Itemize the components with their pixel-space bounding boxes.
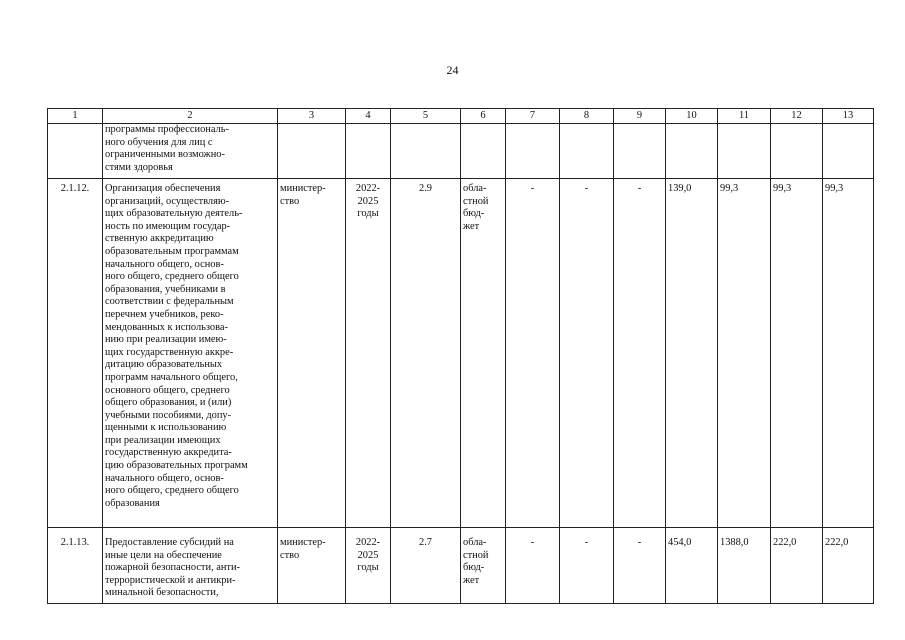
description-line: щенными к использованию xyxy=(105,422,227,434)
row-code: 2.1.12. xyxy=(48,179,103,528)
program-table xyxy=(47,108,874,604)
continuation-line: стями здоровья xyxy=(105,161,173,173)
description-line: основного общего, среднего xyxy=(105,384,230,396)
table-row xyxy=(48,179,874,528)
header-cell-2: 2 xyxy=(103,109,278,124)
row-description xyxy=(103,528,278,604)
description-line: начального общего, основ- xyxy=(105,258,224,270)
row-indicator: 2.9 xyxy=(391,179,461,528)
continuation-empty-cell xyxy=(391,124,461,179)
description-line: образования, учебниками в xyxy=(105,283,226,295)
description-line: щих государственную аккре- xyxy=(105,346,234,358)
description-line: образовательным программам xyxy=(105,245,239,257)
source-line: бюд- xyxy=(463,562,485,574)
header-cell-12: 12 xyxy=(771,109,823,124)
table-row xyxy=(48,528,874,604)
continuation-empty-cell xyxy=(666,124,718,179)
description-line: организаций, осуществляю- xyxy=(105,195,230,207)
description-line: ного общего, среднего общего xyxy=(105,485,239,497)
header-cell-11: 11 xyxy=(718,109,771,124)
description-line: Организация обеспечения xyxy=(105,183,221,194)
row-value-col7: - xyxy=(506,528,560,604)
description-line: дитацию образовательных xyxy=(105,359,223,371)
description-line: общего образования, и (или) xyxy=(105,397,232,409)
row-value-col12: 222,0 xyxy=(771,528,823,604)
period-line: 2025 xyxy=(357,549,379,561)
continuation-empty-cell xyxy=(718,124,771,179)
row-value-col11: 99,3 xyxy=(718,179,771,528)
source-line: бюд- xyxy=(463,208,485,220)
description-line: начального общего, основ- xyxy=(105,472,224,484)
header-cell-5: 5 xyxy=(391,109,461,124)
row-value-col8: - xyxy=(560,179,614,528)
description-line: программ начального общего, xyxy=(105,371,238,383)
row-value-col13: 222,0 xyxy=(823,528,874,604)
row-value-col10: 454,0 xyxy=(666,528,718,604)
description-line: Предоставление субсидий на xyxy=(105,537,234,548)
description-line: ственную аккредитацию xyxy=(105,233,214,245)
row-value-col13: 99,3 xyxy=(823,179,874,528)
description-line: мендованных к использова- xyxy=(105,321,228,333)
header-cell-1: 1 xyxy=(48,109,103,124)
description-line: ного общего, среднего общего xyxy=(105,271,239,283)
source-line: обла- xyxy=(463,537,487,548)
continuation-empty-cell xyxy=(278,124,346,179)
executor-line: министер- xyxy=(280,183,326,194)
continuation-empty-cell xyxy=(614,124,666,179)
description-line: иные цели на обеспечение xyxy=(105,549,222,561)
continuation-empty-cell xyxy=(461,124,506,179)
row-value-col12: 99,3 xyxy=(771,179,823,528)
row-value-col9: - xyxy=(614,179,666,528)
description-line: минальной безопасности, xyxy=(105,587,219,599)
executor-line: ство xyxy=(280,549,300,561)
header-cell-13: 13 xyxy=(823,109,874,124)
executor-line: министер- xyxy=(280,537,326,548)
row-funding-source xyxy=(461,179,506,528)
row-period xyxy=(346,179,391,528)
row-description xyxy=(103,179,278,528)
description-line: пожарной безопасности, анти- xyxy=(105,562,240,574)
continuation-empty-cell xyxy=(506,124,560,179)
continuation-empty-cell xyxy=(771,124,823,179)
period-line: годы xyxy=(357,208,379,220)
header-cell-9: 9 xyxy=(614,109,666,124)
source-line: обла- xyxy=(463,183,487,194)
row-executor xyxy=(278,179,346,528)
continuation-code-cell xyxy=(48,124,103,179)
continuation-empty-cell xyxy=(346,124,391,179)
header-cell-10: 10 xyxy=(666,109,718,124)
period-line: годы xyxy=(357,562,379,574)
header-cell-6: 6 xyxy=(461,109,506,124)
executor-line: ство xyxy=(280,195,300,207)
description-line: ность по имеющим государ- xyxy=(105,220,231,232)
page-number: 24 xyxy=(446,63,459,77)
description-line: террористической и антикри- xyxy=(105,574,236,586)
period-line: 2022- xyxy=(355,537,381,548)
header-cell-4: 4 xyxy=(346,109,391,124)
header-cell-8: 8 xyxy=(560,109,614,124)
row-value-col7: - xyxy=(506,179,560,528)
row-indicator: 2.7 xyxy=(391,528,461,604)
row-value-col11: 1388,0 xyxy=(718,528,771,604)
source-line: жет xyxy=(463,574,480,586)
continuation-description-cell xyxy=(103,124,278,179)
description-line: цию образовательных программ xyxy=(105,460,248,472)
continuation-empty-cell xyxy=(560,124,614,179)
description-line: щих образовательную деятель- xyxy=(105,208,243,220)
row-funding-source xyxy=(461,528,506,604)
description-line: нию при реализации имею- xyxy=(105,334,227,346)
description-line: соответствии с федеральным xyxy=(105,296,234,308)
row-code: 2.1.13. xyxy=(48,528,103,604)
row-executor xyxy=(278,528,346,604)
continuation-line: ного обучения для лиц с xyxy=(105,136,213,148)
row-value-col10: 139,0 xyxy=(666,179,718,528)
description-line: перечнем учебников, реко- xyxy=(105,308,224,320)
continuation-line: ограниченными возможно- xyxy=(105,149,225,161)
source-line: стной xyxy=(463,195,489,207)
period-line: 2025 xyxy=(357,195,379,207)
continuation-row xyxy=(48,124,874,179)
header-cell-7: 7 xyxy=(506,109,560,124)
row-value-col8: - xyxy=(560,528,614,604)
header-row xyxy=(48,109,874,124)
row-period xyxy=(346,528,391,604)
source-line: стной xyxy=(463,549,489,561)
header-cell-3: 3 xyxy=(278,109,346,124)
continuation-line: программы профессиональ- xyxy=(105,124,229,135)
description-line: образования xyxy=(105,497,160,509)
source-line: жет xyxy=(463,220,480,232)
row-value-col9: - xyxy=(614,528,666,604)
period-line: 2022- xyxy=(355,183,381,194)
continuation-empty-cell xyxy=(823,124,874,179)
description-line: государственную аккредита- xyxy=(105,447,232,459)
description-line: при реализации имеющих xyxy=(105,434,221,446)
description-line: учебными пособиями, допу- xyxy=(105,409,232,421)
